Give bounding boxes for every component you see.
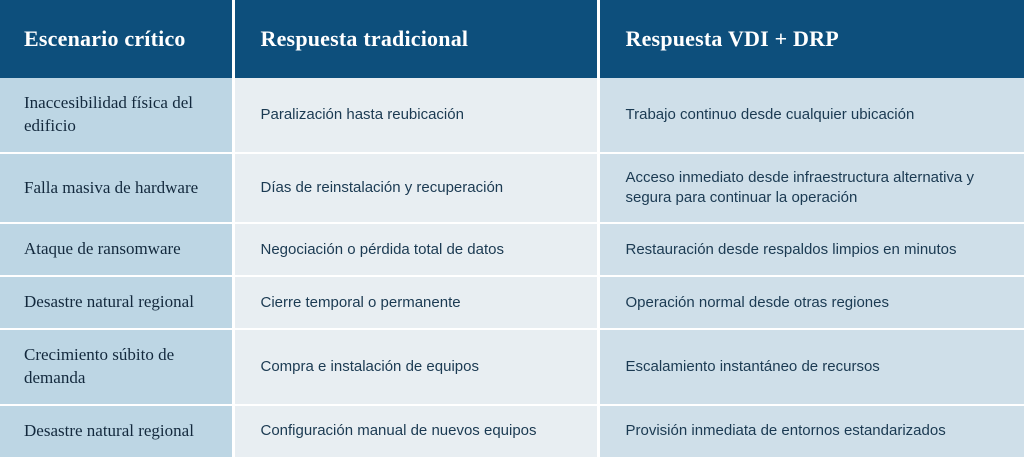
cell-scenario: Crecimiento súbito de demanda [0,329,233,405]
table-header [0,0,1024,78]
cell-traditional: Negociación o pérdida total de datos [233,223,598,276]
cell-scenario: Desastre natural regional [0,276,233,329]
table-row [0,78,1024,153]
table-row [0,405,1024,457]
cell-traditional: Días de reinstalación y recuperación [233,153,598,224]
cell-scenario: Inaccesibilidad física del edificio [0,78,233,153]
column-header-scenario: Escenario crítico [0,0,233,78]
table-row [0,153,1024,224]
cell-vdi: Acceso inmediato desde infraestructura alternativa y segura para continuar la operación [598,153,1024,224]
cell-vdi: Provisión inmediata de entornos estandarizados [598,405,1024,457]
column-header-traditional: Respuesta tradicional [233,0,598,78]
cell-vdi: Escalamiento instantáneo de recursos [598,329,1024,405]
cell-traditional: Configuración manual de nuevos equipos [233,405,598,457]
cell-vdi: Trabajo continuo desde cualquier ubicación [598,78,1024,153]
cell-traditional: Cierre temporal o permanente [233,276,598,329]
table-row [0,223,1024,276]
column-header-vdi-drp: Respuesta VDI + DRP [598,0,1024,78]
table-body [0,78,1024,457]
cell-vdi: Restauración desde respaldos limpios en minutos [598,223,1024,276]
table-header-row [0,0,1024,78]
table-row [0,276,1024,329]
cell-scenario: Desastre natural regional [0,405,233,457]
cell-vdi: Operación normal desde otras regiones [598,276,1024,329]
cell-scenario: Ataque de ransomware [0,223,233,276]
cell-scenario: Falla masiva de hardware [0,153,233,224]
table-row [0,329,1024,405]
cell-traditional: Paralización hasta reubicación [233,78,598,153]
cell-traditional: Compra e instalación de equipos [233,329,598,405]
